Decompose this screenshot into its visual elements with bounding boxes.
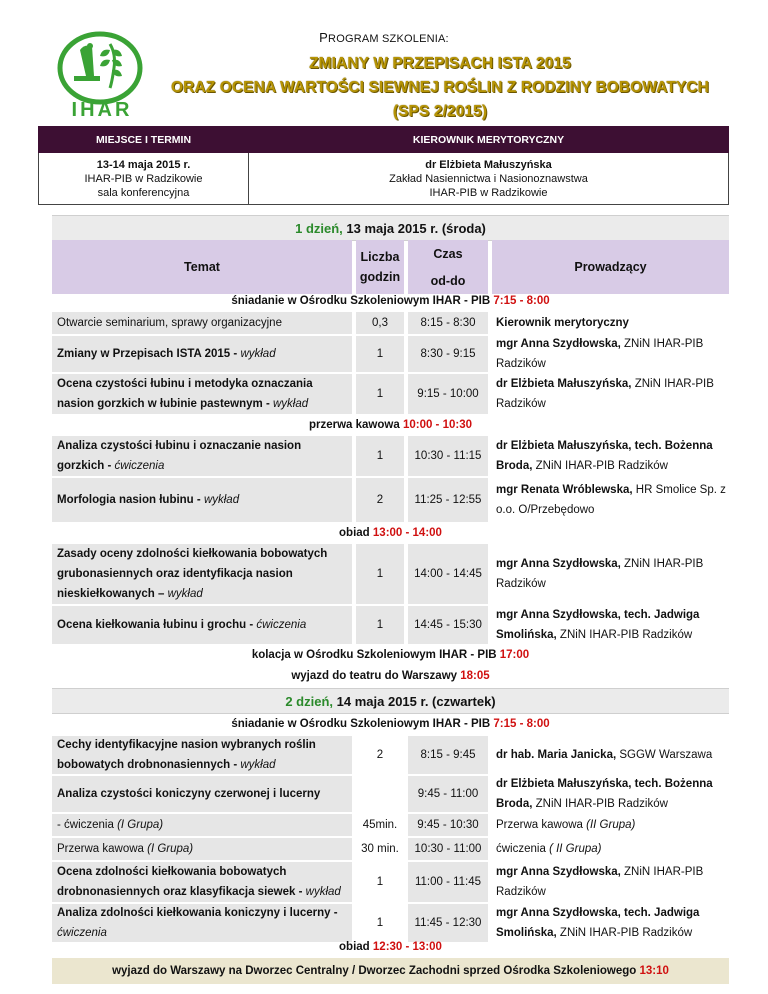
breakfast-note-day1: śniadanie w Ośrodku Szkoleniowym IHAR - PIB 7:15 - 8:00 [231, 295, 550, 307]
lunch-note-day1: obiad 13:00 - 14:00 [339, 527, 442, 539]
column-headers [52, 240, 729, 294]
table-row: Przerwa kawowa (I Grupa) 30 min. 10:30 - 11:00 ćwiczenia ( II Grupa) [52, 838, 729, 860]
col-head-topic: Temat [52, 240, 352, 294]
day-1-header: 1 dzień, 13 maja 2015 r. (środa) [52, 215, 729, 241]
info-head-manager: KIEROWNIK MERYTORYCZNY [249, 127, 729, 153]
info-table [38, 126, 729, 205]
info-place-cell: 13-14 maja 2015 r. IHAR-PIB w Radzikowie sala konferencyjna [39, 153, 249, 205]
col-head-lecturers: Prowadzący [492, 240, 729, 294]
document-header [0, 0, 768, 126]
table-row: Zmiany w Przepisach ISTA 2015 - wykład 1 8:30 - 9:15 mgr Anna Szydłowska, ZNiN IHAR-PIB Radzików [52, 336, 729, 372]
title-line-1: ZMIANY W PRZEPISACH ISTA 2015 [309, 55, 571, 72]
table-row: Analiza czystości koniczyny czerwonej i lucerny 9:45 - 11:00 dr Elżbieta Małuszyńska, tech. Bożenna Broda, ZNiN IHAR-PIB Radzików [52, 776, 729, 812]
table-row: Ocena zdolności kiełkowania bobowatych drobnonasiennych oraz klasyfikacja siewek - wykład 1 11:00 - 11:45 mgr Anna Szydłowska, ZNiN IHAR-PIB Radzików [52, 862, 729, 902]
program-label: PROGRAM SZKOLENIA: [319, 30, 449, 45]
departure-bar: wyjazd do Warszawy na Dworzec Centralny / Dworzec Zachodni sprzed Ośrodka Szkoleniowego 13:10 [52, 958, 729, 984]
table-row: Analiza czystości łubinu i oznaczanie nasion gorzkich - ćwiczenia 1 10:30 - 11:15 dr Elżbieta Małuszyńska, tech. Bożenna Broda, ZNiN IHAR-PIB Radzików [52, 436, 729, 476]
title-line-3: (SPS 2/2015) [392, 103, 488, 120]
table-row: Ocena czystości łubinu i metodyka oznaczania nasion gorzkich w łubinie pastewnym - wykład 1 9:15 - 10:00 dr Elżbieta Małuszyńska, ZNiN IHAR-PIB Radzików [52, 374, 729, 414]
coffee-break-note: przerwa kawowa 10:00 - 10:30 [308, 419, 472, 431]
table-row: Morfologia nasion łubinu - wykład 2 11:25 - 12:55 mgr Renata Wróblewska, HR Smolice Sp. z o.o. O/Przebędowo [52, 478, 729, 522]
table-row: Cechy identyfikacyjne nasion wybranych roślin bobowatych drobnonasiennych - wykład 2 8:15 - 9:45 dr hab. Maria Janicka, SGGW Warszawa [52, 736, 729, 774]
col-head-time: Czas od-do [408, 240, 488, 294]
breakfast-note-day2: śniadanie w Ośrodku Szkoleniowym IHAR - PIB 7:15 - 8:00 [231, 718, 550, 730]
theatre-note: wyjazd do teatru do Warszawy 18:05 [291, 670, 490, 682]
table-row: Ocena kiełkowania łubinu i grochu - ćwiczenia 1 14:45 - 15:30 mgr Anna Szydłowska, tech. Jadwiga Smolińska, ZNiN IHAR-PIB Radzików [52, 606, 729, 644]
title-line-2: ORAZ OCENA WARTOŚCI SIEWNEJ ROŚLIN Z RODZINY BOBOWATYCH [171, 79, 709, 96]
ihar-logo [52, 30, 156, 120]
title-block [150, 52, 730, 124]
info-manager-cell: dr Elżbieta Małuszyńska Zakład Nasiennictwa i Nasionoznawstwa IHAR-PIB w Radzikowie [249, 153, 729, 205]
lunch-note-day2: obiad 12:30 - 13:00 [339, 941, 442, 953]
col-head-hours: Liczba godzin [356, 240, 404, 294]
supper-note: kolacja w Ośrodku Szkoleniowym IHAR - PIB 17:00 [251, 649, 530, 661]
day-2-header: 2 dzień, 14 maja 2015 r. (czwartek) [52, 688, 729, 714]
table-row: - ćwiczenia (I Grupa) 45min. 9:45 - 10:30 Przerwa kawowa (II Grupa) [52, 814, 729, 836]
info-head-place: MIEJSCE I TERMIN [39, 127, 249, 153]
svg-text:IHAR: IHAR [71, 99, 133, 120]
table-row: Otwarcie seminarium, sprawy organizacyjne 0,3 8:15 - 8:30 Kierownik merytoryczny [52, 312, 729, 334]
table-row: Zasady oceny zdolności kiełkowania bobowatych grubonasiennych oraz identyfikacja nasion nieskiełkowanych – wykład 1 14:00 - 14:45 mgr Anna Szydłowska, ZNiN IHAR-PIB Radzików [52, 544, 729, 604]
table-row: Analiza zdolności kiełkowania koniczyny i lucerny - ćwiczenia 1 11:45 - 12:30 mgr Anna Szydłowska, tech. Jadwiga Smolińska, ZNiN IHAR-PIB Radzików [52, 904, 729, 942]
